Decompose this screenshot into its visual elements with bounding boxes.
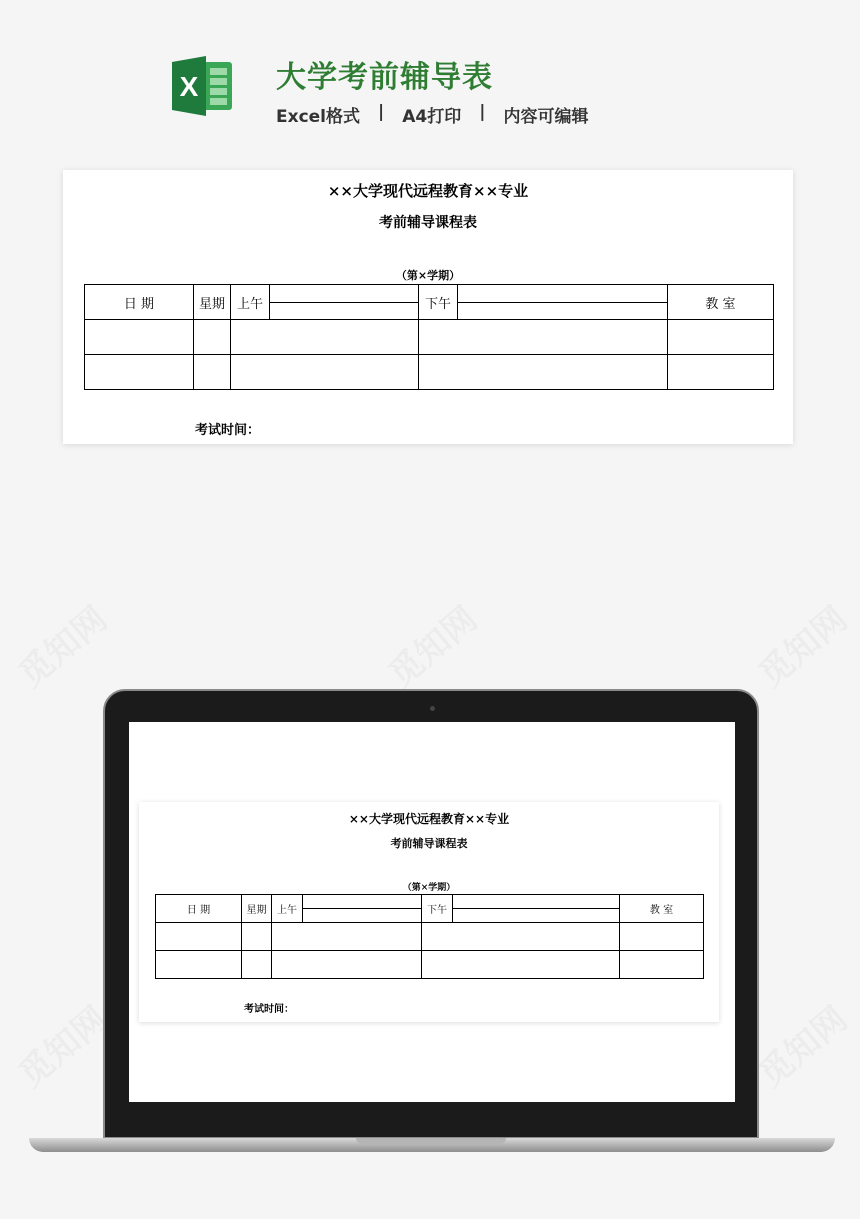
weekday-header: 星期	[194, 285, 231, 320]
document-title: ××大学现代远程教育××专业	[348, 812, 510, 826]
page-title: 大学考前辅导表	[276, 60, 493, 95]
watermark	[746, 593, 856, 696]
classroom-header: 教 室	[620, 895, 704, 923]
schedule-table	[84, 284, 774, 390]
date-header: 日 期	[156, 895, 242, 923]
document-subtitle: 考前辅导课程表	[390, 837, 468, 850]
document-title: ××大学现代远程教育××专业	[327, 182, 529, 200]
document-subtitle: 考前辅导课程表	[379, 215, 477, 231]
print-label: A4打印	[402, 107, 462, 127]
table-row	[156, 923, 704, 951]
edit-label: 内容可编辑	[503, 107, 589, 127]
afternoon-label: 下午	[419, 285, 458, 319]
morning-label: 上午	[231, 285, 270, 319]
table-header-row	[156, 895, 704, 923]
separator: |	[479, 102, 486, 122]
afternoon-header	[419, 285, 668, 320]
watermark	[6, 993, 116, 1096]
table-row	[85, 320, 774, 355]
morning-label: 上午	[272, 895, 303, 922]
camera-icon	[430, 706, 435, 711]
morning-header	[231, 285, 419, 320]
document-preview-small	[139, 802, 719, 1022]
document-preview	[63, 170, 793, 444]
watermark	[746, 993, 856, 1096]
exam-time-label: 考试时间：	[244, 1004, 294, 1015]
afternoon-label: 下午	[422, 895, 453, 922]
date-header: 日 期	[85, 285, 194, 320]
afternoon-header	[422, 895, 620, 923]
watermark	[6, 593, 116, 696]
format-label: Excel格式	[276, 107, 361, 127]
term-label: （第×学期）	[402, 883, 456, 893]
weekday-header: 星期	[242, 895, 272, 923]
table-row	[85, 355, 774, 390]
excel-icon-letter: X	[179, 71, 199, 102]
page-subtitle	[276, 102, 588, 127]
term-label: （第×学期）	[395, 269, 461, 282]
laptop-notch	[356, 1138, 506, 1144]
classroom-header: 教 室	[668, 285, 774, 320]
exam-time-label: 考试时间：	[195, 423, 261, 438]
excel-icon	[172, 56, 234, 116]
watermark	[376, 593, 486, 696]
table-header-row	[85, 285, 774, 320]
separator: |	[378, 102, 385, 122]
morning-header	[272, 895, 422, 923]
table-row	[156, 951, 704, 979]
schedule-table	[155, 894, 704, 979]
